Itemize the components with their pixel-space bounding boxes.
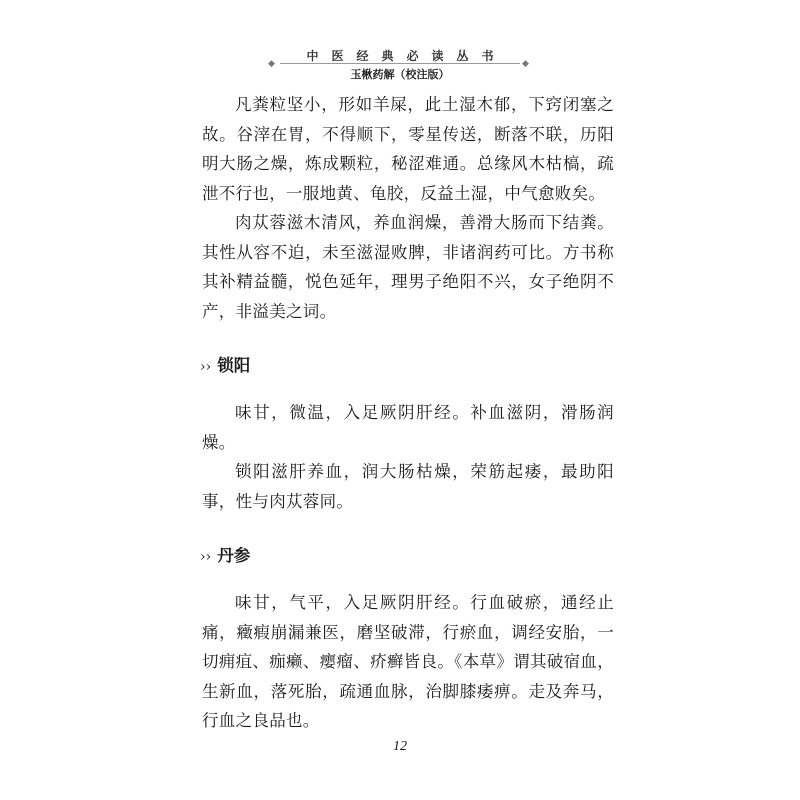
- page-body: [202, 90, 614, 736]
- section-heading: [200, 542, 614, 566]
- paragraph: 味甘，气平，入足厥阴肝经。行血破瘀，通经止痛，癥瘕崩漏兼医，磨坚破滞，行瘀血，调经安胎，一切痈疽、痂癞、瘿瘤、疥癣皆良。《本草》谓其破宿血，生新血，落死胎，疏通血脉，治脚膝痿痹。走及奔马，行血之良品也。: [202, 593, 614, 730]
- section-heading-text: 丹参: [217, 546, 251, 565]
- series-title: 中医经典必读丛书: [306, 49, 507, 63]
- paragraph: 肉苁蓉滋木清风，养血润燥，善滑大肠而下结粪。其性从容不迫，未至滋湿败脾，非诸润药可比。方书称其补精益髓，悦色延年，理男子绝阳不兴，女子绝阴不产，非溢美之词。: [202, 213, 614, 321]
- paragraph: 凡粪粒坚小，形如羊屎，此土湿木郁，下窍闭塞之故。谷滓在胃，不得顺下，零星传送，断落不联，历阳明大肠之燥，炼成颗粒，秘涩难通。总缘风木枯槁，疏泄不行也，一服地黄、龟胶，反益土湿，中气愈败矣。: [202, 95, 614, 203]
- section-marker-icon: ››: [200, 549, 212, 565]
- page-number: 12: [393, 739, 407, 754]
- section-marker-icon: ››: [200, 359, 212, 375]
- book-title: 玉楸药解（校注版）: [350, 68, 450, 81]
- section-heading-text: 锁阳: [217, 356, 251, 375]
- ornament-left-icon: ◆: [268, 59, 275, 69]
- paragraph: 味甘，微温，入足厥阴肝经。补血滋阴，滑肠润燥。: [202, 403, 614, 452]
- paragraph: 锁阳滋肝养血，润大肠枯燥，荣筋起痿，最助阳事，性与肉苁蓉同。: [202, 462, 614, 511]
- header-rule: [280, 63, 520, 64]
- section-heading: [200, 352, 614, 376]
- ornament-right-icon: ◆: [522, 59, 529, 69]
